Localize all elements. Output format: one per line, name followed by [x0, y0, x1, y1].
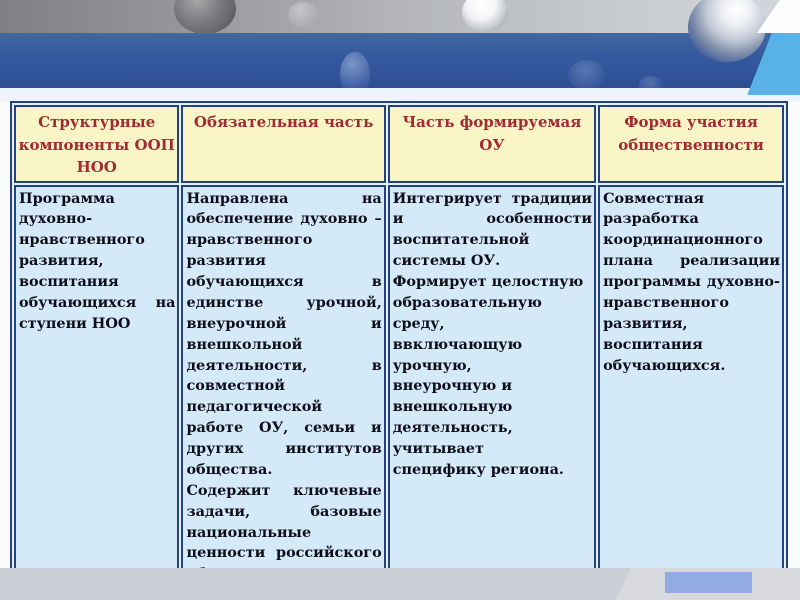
- bubble-icon: [568, 60, 606, 90]
- cell-ou-formed-part: Интегрирует традиции и особенности воспитательной системы ОУ. Формирует целостную образовательную среду, ввключающую урочную, внеурочную и внешкольную деятельность, учитывает специфику региона.: [388, 185, 596, 590]
- header-cell-ou-formed-part: Часть формируемая ОУ: [388, 105, 596, 183]
- top-blue-band: [0, 33, 800, 88]
- cell-structural-component: Программа духовно-нравственного развития, воспитания обучающихся на ступени НОО: [14, 185, 179, 590]
- water-drop-dark-icon: [174, 0, 236, 34]
- bottom-accent-rect: [665, 572, 752, 593]
- content-table: [10, 101, 788, 593]
- header-cell-mandatory-part: Обязательная часть: [181, 105, 385, 183]
- cell-public-participation: Совместная разработка координационного плана реализации программы духовно-нравственного развития, воспитания обучающихся.: [598, 185, 784, 590]
- cell-mandatory-part: Направлена на обеспечение духовно – нравственного развития обучающихся в единстве урочной, внеурочной и внешкольной деятельности, в совместной педагогической работе ОУ, семьи и других институтов общества. Содержит ключевые задачи, базовые национальные ценности российского: [181, 185, 385, 590]
- header-cell-public-participation: Форма участия общественности: [598, 105, 784, 183]
- water-drop-bright-icon: [462, 0, 508, 32]
- header-row: [14, 105, 784, 183]
- top-gray-band: [0, 0, 800, 33]
- water-drop-faint-icon: [288, 2, 318, 28]
- header-cell-structural-components: Структурные компоненты ООП НОО: [14, 105, 179, 183]
- table-row: [14, 185, 784, 590]
- header-divider-strip: [0, 88, 800, 102]
